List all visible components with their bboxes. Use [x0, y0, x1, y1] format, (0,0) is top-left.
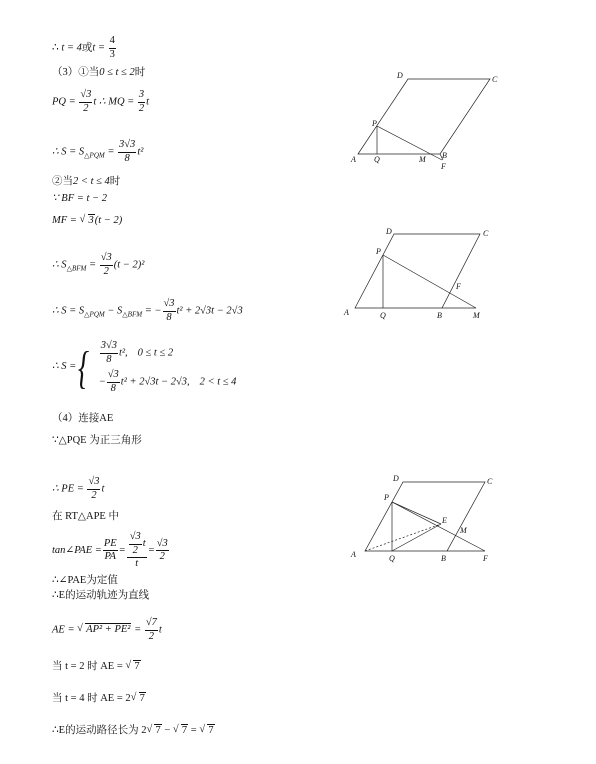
left-brace: {	[78, 341, 90, 393]
label-C: C	[487, 477, 493, 486]
label-F: F	[441, 162, 446, 171]
line-tan: tan∠PAE = $\frac{PE}{PA}$ = $\frac{√3}{2}$ t t = $\frac{√3}{2}$	[52, 531, 168, 569]
label-P: P	[384, 493, 389, 502]
label-F: F	[456, 282, 461, 291]
line-path-length: ∴E的运动路径长为 2√ 7 − √ 7 = √ 7	[52, 726, 215, 737]
radical: √ 7	[173, 726, 188, 737]
label-D: D	[386, 227, 392, 236]
compound-fraction: $\frac{√3}{2}$ t t	[127, 532, 147, 570]
piecewise-function: ∴ S = { $\frac{3√3}{8}$ t², 0 ≤ t ≤ 2 − $\frac{√3}{8}$ t² + 2√3t − 2√3, 2 < t ≤ 4	[52, 340, 237, 394]
line-pe: ∴ PE = $\frac{√3}{2}$ t	[52, 476, 105, 501]
fraction: $\frac{√3}{2}$	[100, 252, 112, 277]
label-Q: Q	[389, 554, 395, 563]
label-M: M	[460, 526, 467, 535]
label-M: M	[473, 311, 480, 320]
line-equilateral: ∵△PQE 为正三角形	[52, 435, 142, 446]
line-area-bfm: ∴ $S_{\triangle BFM}$ = $\frac{√3}{2}$ (t − 2)²	[52, 252, 145, 277]
figure-3	[345, 470, 505, 570]
line-constant-angle: ∴∠PAE为定值	[52, 575, 118, 586]
fraction: $\frac{√3}{8}$	[163, 298, 175, 323]
radical: √ 7	[199, 726, 214, 737]
label-A: A	[351, 550, 356, 559]
figure-2	[340, 222, 515, 327]
label-P: P	[372, 119, 377, 128]
label-E: E	[442, 516, 447, 525]
radical: √ 3	[80, 216, 95, 227]
line-ae: AE = √ AP² + PE² = $\frac{√7}{2}$ t	[52, 618, 162, 642]
line-right-triangle: 在 RT△APE 中	[52, 511, 119, 522]
radical: √ 7	[125, 662, 140, 673]
line-bf: ∵ BF = t − 2	[52, 193, 107, 204]
label-B: B	[441, 554, 446, 563]
radical: √ 7	[131, 694, 146, 705]
label-C: C	[483, 229, 489, 238]
line-t4: 当 t = 4 时 AE = 2√ 7	[52, 694, 146, 705]
label-D: D	[397, 71, 403, 80]
label-B: B	[437, 311, 442, 320]
label-P: P	[376, 247, 381, 256]
radical: √ 7	[146, 726, 161, 737]
label-F: F	[483, 554, 488, 563]
label-C: C	[492, 75, 498, 84]
line-trajectory: ∴E的运动轨迹为直线	[52, 590, 150, 601]
line-mf: MF = √ 3(t − 2)	[52, 216, 122, 227]
label-D: D	[393, 474, 399, 483]
case2-heading: ②当2 < t ≤ 4时	[52, 176, 121, 187]
radical: √ AP² + PE²	[77, 625, 131, 636]
label-Q: Q	[380, 311, 386, 320]
fraction: $\frac{4}{3}$	[109, 35, 115, 60]
case-1: $\frac{3√3}{8}$ t², 0 ≤ t ≤ 2	[100, 340, 174, 365]
fraction: $\frac{3√3}{8}$	[119, 139, 136, 164]
label-Q: Q	[374, 155, 380, 164]
line-area-case2: ∴ $S = S_{\triangle PQM} - S_{\triangle BFM}$ = − $\frac{√3}{8}$ t² + 2√3t − 2√3	[52, 298, 243, 323]
line-area-case1: ∴ $S = S_{\triangle PQM}$ = $\frac{3√3}{8}$ t²	[52, 139, 144, 164]
label-M: M	[419, 155, 426, 164]
fraction: $\frac{√7}{2}$	[145, 617, 157, 642]
case1-heading: （3）①当0 ≤ t ≤ 2时	[52, 67, 146, 78]
fraction: $\frac{PE}{PA}$	[103, 537, 117, 563]
fraction: $\frac{√3}{2}$	[80, 89, 92, 114]
label-A: A	[344, 308, 349, 317]
label-B: B	[442, 151, 447, 160]
line-t2: 当 t = 2 时 AE = √ 7	[52, 662, 141, 673]
fraction: $\frac{3}{2}$	[138, 89, 145, 114]
line-t-values: ∴ t = 4或t = $\frac{4}{3}$	[52, 35, 115, 60]
line-pq-mq: PQ = $\frac{√3}{2}$ t ∴ MQ = $\frac{3}{2}$ t	[52, 89, 150, 114]
part4-heading: （4）连接AE	[52, 413, 114, 424]
cases	[99, 341, 237, 394]
case-2: − $\frac{√3}{8}$ t² + 2√3t − 2√3, 2 < t ≤ 4	[98, 369, 237, 394]
figure-1	[340, 65, 515, 180]
fraction: $\frac{√3}{2}$	[88, 476, 100, 501]
label-A: A	[351, 155, 356, 164]
fraction: $\frac{√3}{2}$	[156, 537, 168, 563]
